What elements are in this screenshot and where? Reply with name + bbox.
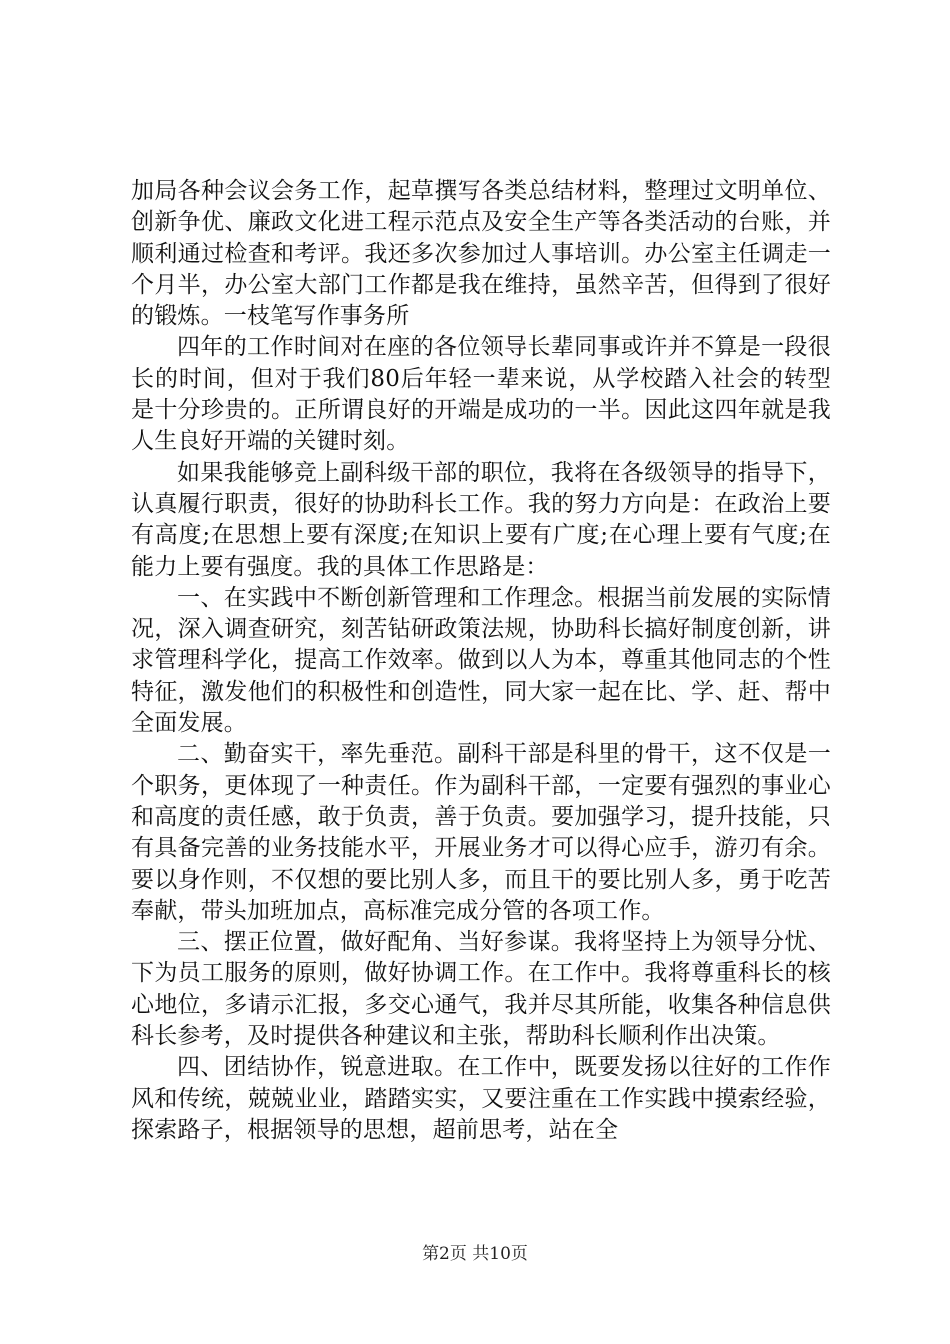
paragraph-1: 加局各种会议会务工作，起草撰写各类总结材料，整理过文明单位、创新争优、廉政文化进工程示范点及安全生产等各类活动的台账，并顺利通过检查和考评。我还多次参加过人事培训。办公室主任调走一个月半，办公室大部门工作都是我在维持，虽然辛苦，但得到了很好的锻炼。一枝笔写作事务所 [131, 178, 831, 330]
document-body [131, 176, 831, 1146]
paragraph-4: 一、在实践中不断创新管理和工作理念。根据当前发展的实际情况，深入调查研究，刻苦钻研政策法规，协助科长搞好制度创新，讲求管理科学化，提高工作效率。做到以人为本，尊重其他同志的个性特征，激发他们的积极性和创造性，同大家一起在比、学、赶、帮中全面发展。 [131, 584, 831, 737]
paragraph-3: 如果我能够竞上副科级干部的职位，我将在各级领导的指导下，认真履行职责，很好的协助科长工作。我的努力方向是：在政治上要有高度;在思想上要有深度;在知识上要有广度;在心理上要有气度;在能力上要有强度。我的具体工作思路是： [131, 459, 831, 580]
paragraph-6: 三、摆正位置，做好配角、当好参谋。我将坚持上为领导分忧、下为员工服务的原则，做好协调工作。在工作中。我将尊重科长的核心地位，多请示汇报，多交心通气，我并尽其所能，收集各种信息供科长参考，及时提供各种建议和主张，帮助科长顺利作出决策。 [131, 929, 831, 1050]
paragraph-2: 四年的工作时间对在座的各位领导长辈同事或许并不算是一段很长的时间，但对于我们80后年轻一辈来说，从学校踏入社会的转型是十分珍贵的。正所谓良好的开端是成功的一半。因此这四年就是我人生良好开端的关键时刻。 [131, 334, 831, 455]
page-footer: 第2页 共10页 [422, 1244, 528, 1264]
paragraph-7: 四、团结协作，锐意进取。在工作中，既要发扬以往好的工作作风和传统，兢兢业业，踏踏实实，又要注重在工作实践中摸索经验，探索路子，根据领导的思想，超前思考，站在全 [131, 1054, 831, 1143]
paragraph-5: 二、勤奋实干，率先垂范。副科干部是科里的骨干，这不仅是一个职务，更体现了一种责任。作为副科干部，一定要有强烈的事业心和高度的责任感，敢于负责，善于负责。要加强学习，提升技能，只有具备完善的业务技能水平，开展业务才可以得心应手，游刃有余。要以身作则，不仅想的要比别人多，而且干的要比别人多，勇于吃苦奉献，带头加班加点，高标准完成分管的各项工作。 [131, 741, 831, 924]
